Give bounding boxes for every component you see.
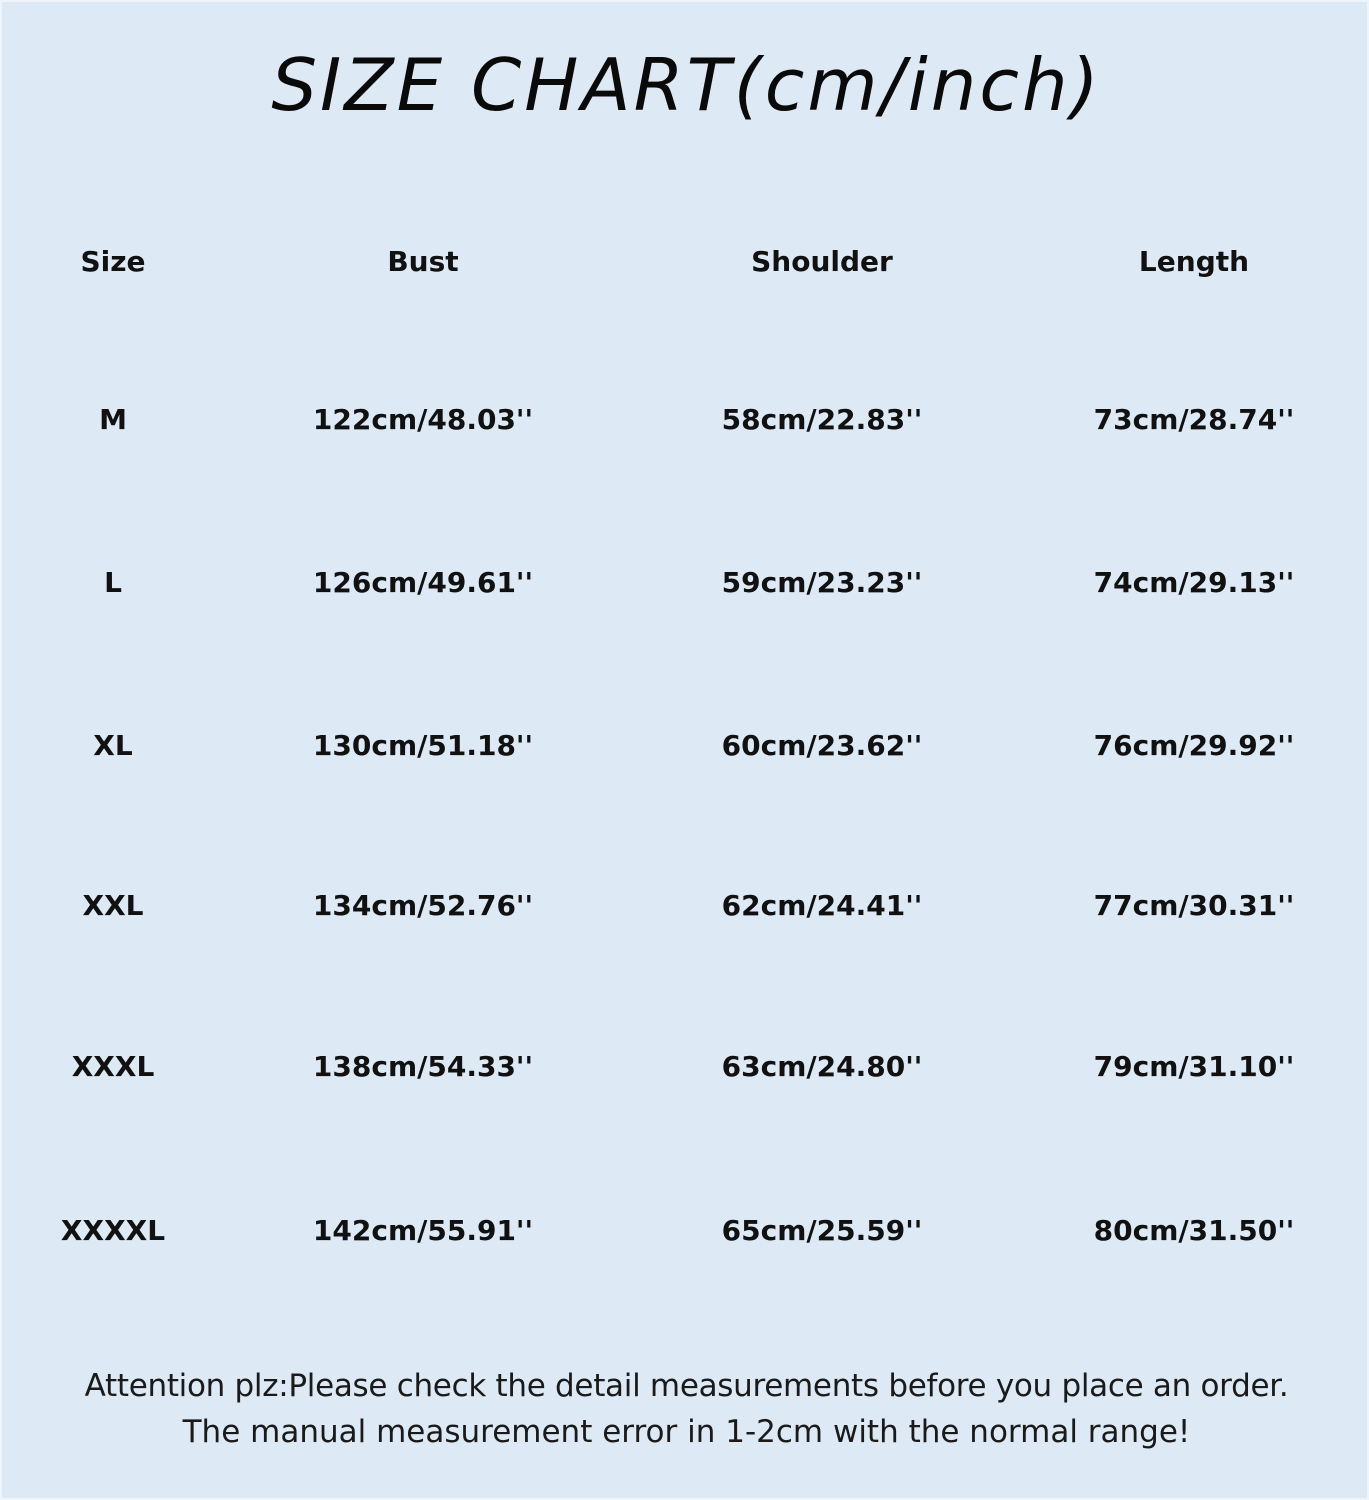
- attention-note: Attention plz:Please check the detail measurements before you place an order.: [84, 1368, 1289, 1404]
- length-cell: 76cm/29.92'': [1093, 729, 1295, 762]
- shoulder-cell: 63cm/24.80'': [721, 1050, 923, 1083]
- measurement-error-note: The manual measurement error in 1-2cm with the normal range!: [182, 1414, 1191, 1450]
- length-cell: 79cm/31.10'': [1093, 1050, 1295, 1083]
- length-cell: 74cm/29.13'': [1093, 566, 1295, 599]
- shoulder-cell: 59cm/23.23'': [721, 566, 923, 599]
- page-title: SIZE CHART(cm/inch): [271, 43, 1102, 127]
- size-cell: XXXXL: [60, 1214, 166, 1247]
- shoulder-cell: 58cm/22.83'': [721, 403, 923, 436]
- shoulder-cell: 62cm/24.41'': [721, 889, 923, 922]
- size-cell: M: [99, 403, 127, 436]
- size-cell: XXXL: [71, 1050, 155, 1083]
- bust-cell: 130cm/51.18'': [312, 729, 534, 762]
- header-size: Size: [80, 245, 146, 278]
- bust-cell: 122cm/48.03'': [312, 403, 534, 436]
- shoulder-cell: 65cm/25.59'': [721, 1214, 923, 1247]
- shoulder-cell: 60cm/23.62'': [721, 729, 923, 762]
- header-shoulder: Shoulder: [751, 245, 893, 278]
- length-cell: 73cm/28.74'': [1093, 403, 1295, 436]
- bust-cell: 142cm/55.91'': [312, 1214, 534, 1247]
- header-bust: Bust: [387, 245, 459, 278]
- bust-cell: 138cm/54.33'': [312, 1050, 534, 1083]
- bust-cell: 134cm/52.76'': [312, 889, 534, 922]
- size-cell: L: [104, 566, 122, 599]
- size-cell: XL: [93, 729, 133, 762]
- size-cell: XXL: [82, 889, 144, 922]
- length-cell: 80cm/31.50'': [1093, 1214, 1295, 1247]
- bust-cell: 126cm/49.61'': [312, 566, 534, 599]
- length-cell: 77cm/30.31'': [1093, 889, 1295, 922]
- header-length: Length: [1138, 245, 1250, 278]
